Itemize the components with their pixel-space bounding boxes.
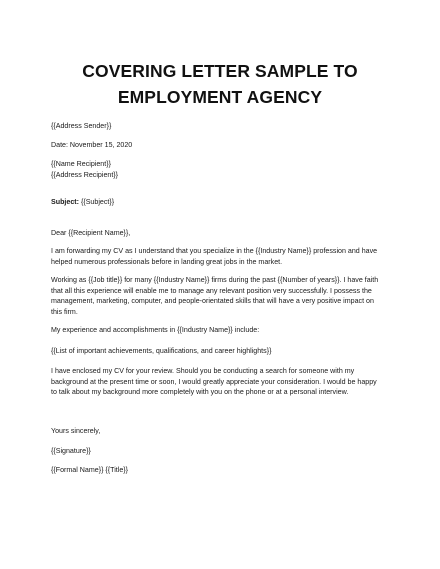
- paragraph-5-line: I have enclosed my CV for your review. Should you be conducting a search for someone with my: [51, 367, 355, 375]
- paragraph-2-line: this firm.: [51, 307, 78, 316]
- recipient-address: {{Address Recipient}}: [51, 170, 119, 179]
- recipient-block: [51, 159, 396, 180]
- document-title-line-1: COVERING LETTER SAMPLE TO: [82, 61, 358, 81]
- paragraph-1: [51, 246, 396, 267]
- subject-label: Subject:: [51, 198, 79, 206]
- paragraph-2-line: that all this experience will enable me to manage any relevant position very successfully. I possess the: [51, 286, 372, 295]
- letter-date: Date: November 15, 2020: [51, 141, 133, 149]
- paragraph-5: [51, 366, 396, 398]
- paragraph-5-line: to talk about my background more completely with you on the phone or at a personal interview.: [51, 388, 349, 396]
- paragraph-2: [51, 275, 396, 317]
- subject-value: {{Subject}}: [78, 198, 115, 206]
- formal-name-title: {{Formal Name}} {{Title}}: [51, 466, 129, 474]
- paragraph-1-line: I am forwarding my CV as I understand that you specialize in the {{Industry Name}} profession and have: [51, 247, 378, 255]
- paragraph-1-line: helped numerous professionals before in landing great jobs in the market.: [51, 257, 283, 266]
- paragraph-2-line: management, marketing, computer, and people-orientated skills that will have a very positive impact on: [51, 297, 374, 305]
- closing: Yours sincerely,: [51, 427, 101, 435]
- paragraph-5-line: background at the present time or soon, I would greatly appreciate your consideration. I would be happy: [51, 377, 377, 386]
- address-sender: {{Address Sender}}: [51, 122, 112, 130]
- paragraph-2-line: Working as {{Job title}} for many {{Industry Name}} firms during the past {{Number of years}}. I have faith: [51, 276, 379, 284]
- subject-line: [51, 197, 396, 208]
- paragraph-3: My experience and accomplishments in {{Industry Name}} include:: [51, 326, 260, 334]
- achievements-placeholder: {{List of important achievements, qualifications, and career highlights}}: [51, 347, 272, 355]
- recipient-name: {{Name Recipient}}: [51, 160, 111, 168]
- signature: {{Signature}}: [51, 447, 91, 455]
- greeting: Dear {{Recipient Name}},: [51, 229, 131, 237]
- document-title-line-2: EMPLOYMENT AGENCY: [117, 87, 323, 107]
